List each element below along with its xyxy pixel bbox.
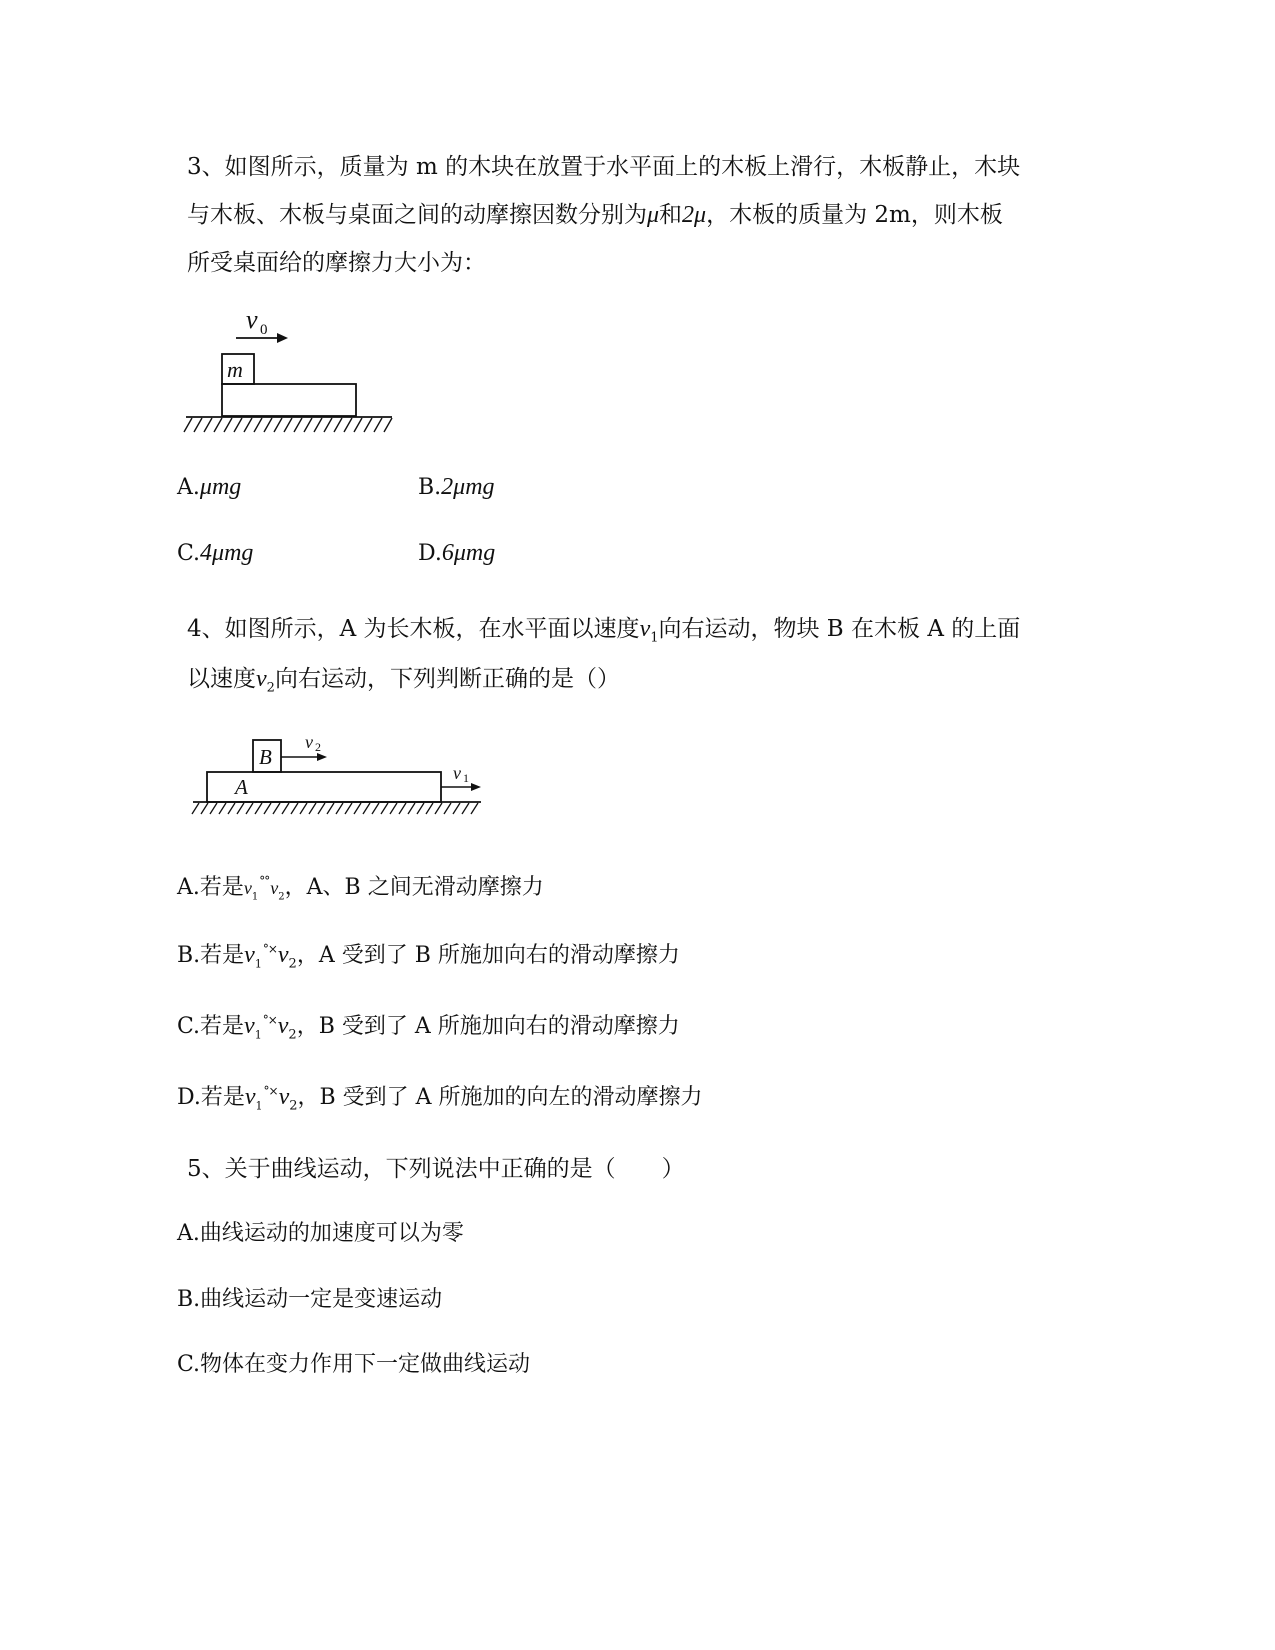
q4-board-a-label: A bbox=[235, 775, 248, 799]
q3-block-label: m bbox=[227, 357, 243, 382]
v1-subscript: 1 bbox=[251, 891, 259, 903]
two-mu-symbol: 2μ bbox=[682, 202, 707, 228]
v1-subscript: 1 bbox=[254, 957, 262, 971]
v2-subscript: 2 bbox=[266, 680, 275, 696]
q3-option-d bbox=[418, 540, 495, 567]
v2-subscript: 2 bbox=[288, 956, 297, 972]
option-prefix: A.若是 bbox=[177, 875, 244, 900]
v2-subscript: 2 bbox=[288, 1027, 297, 1043]
q3-option-a bbox=[177, 474, 241, 501]
v1-symbol: v bbox=[243, 878, 252, 898]
q4-ground-hatch bbox=[192, 803, 478, 814]
q4-v2-subscript: 2 bbox=[315, 740, 321, 754]
q3-line2 bbox=[187, 196, 1003, 229]
option-text: ，B 受到了 A 所施加向右的滑动摩擦力 bbox=[296, 1014, 680, 1039]
q5-option-b: B.曲线运动一定是变速运动 bbox=[177, 1287, 443, 1312]
v2-symbol: v bbox=[277, 942, 289, 968]
option-letter: C. bbox=[177, 541, 201, 566]
v1-symbol: v bbox=[639, 616, 651, 642]
v2-symbol: v bbox=[270, 878, 279, 898]
relation-glyph: °× bbox=[262, 1013, 277, 1027]
mu-symbol: μ bbox=[647, 202, 660, 228]
option-prefix: B.若是 bbox=[177, 943, 245, 968]
q4-line1 bbox=[187, 610, 1020, 646]
option-prefix: D.若是 bbox=[177, 1085, 245, 1110]
q4-line2-b: 向右运动，下列判断正确的是（） bbox=[274, 666, 620, 692]
q5-option-c: C.物体在变力作用下一定做曲线运动 bbox=[177, 1352, 531, 1377]
option-math: 2μmg bbox=[441, 474, 495, 500]
q3-line2-a: 与木板、木板与桌面之间的动摩擦因数分别为 bbox=[187, 202, 647, 228]
q3-ground-hatch bbox=[184, 418, 392, 432]
option-math: μmg bbox=[199, 474, 242, 500]
v2-symbol: v bbox=[256, 666, 267, 692]
q3-option-b bbox=[418, 474, 495, 501]
v1-subscript: 1 bbox=[254, 1028, 262, 1042]
option-math: 4μmg bbox=[200, 540, 254, 566]
option-text: ，A、B 之间无滑动摩擦力 bbox=[284, 875, 544, 900]
q4-block-b-label: B bbox=[259, 745, 272, 769]
v1-symbol: v bbox=[244, 1084, 256, 1110]
q4-v1-subscript: 1 bbox=[463, 771, 469, 785]
q4-option-d bbox=[177, 1080, 703, 1113]
q3-velocity-subscript: 0 bbox=[260, 322, 268, 338]
option-letter: D. bbox=[418, 541, 442, 566]
q3-line1: 3、如图所示，质量为 m 的木块在放置于水平面上的木板上滑行，木板静止，木块 bbox=[187, 154, 1021, 180]
option-math: 6μmg bbox=[441, 540, 496, 566]
q3-line2-b: ，木板的质量为 2m，则木板 bbox=[706, 202, 1003, 228]
v2-subscript: 2 bbox=[278, 891, 285, 903]
q4-line1-a: 4、如图所示，A 为长木板，在水平面以速度 bbox=[187, 616, 640, 642]
q3-line3: 所受桌面给的摩擦力大小为： bbox=[187, 250, 486, 276]
q3-figure bbox=[180, 300, 420, 450]
option-letter: B. bbox=[418, 475, 442, 500]
v1-symbol: v bbox=[244, 1013, 255, 1039]
q3-option-c bbox=[177, 540, 253, 567]
relation-glyph: °° bbox=[259, 874, 270, 888]
q3-velocity-label: v bbox=[246, 305, 258, 334]
q5-stem: 5、关于曲线运动，下列说法中正确的是（ ） bbox=[187, 1156, 685, 1182]
q5-option-a: A.曲线运动的加速度可以为零 bbox=[177, 1221, 464, 1246]
option-prefix: C.若是 bbox=[177, 1014, 245, 1039]
relation-glyph: °× bbox=[263, 1084, 278, 1098]
q4-line1-b: 向右运动，物块 B 在木板 A 的上面 bbox=[658, 616, 1021, 642]
and-word: 和 bbox=[659, 202, 683, 228]
option-text: ，A 受到了 B 所施加向右的滑动摩擦力 bbox=[296, 943, 680, 968]
q4-option-b bbox=[177, 938, 680, 971]
v1-symbol: v bbox=[244, 942, 255, 968]
q4-option-a bbox=[177, 870, 544, 902]
q3-board bbox=[222, 384, 356, 416]
q4-line2-a: 以速度 bbox=[187, 666, 256, 692]
v1-subscript: 1 bbox=[650, 630, 659, 646]
relation-glyph: °× bbox=[262, 942, 277, 956]
q4-option-c bbox=[177, 1009, 680, 1042]
q4-figure bbox=[185, 730, 495, 820]
q4-line2 bbox=[187, 660, 620, 696]
option-letter: A. bbox=[177, 475, 200, 500]
v2-symbol: v bbox=[277, 1013, 289, 1039]
q4-v1-label: v bbox=[453, 763, 461, 783]
v2-symbol: v bbox=[278, 1084, 290, 1110]
option-text: ，B 受到了 A 所施加的向左的滑动摩擦力 bbox=[297, 1085, 703, 1110]
v2-subscript: 2 bbox=[289, 1098, 298, 1114]
v1-subscript: 1 bbox=[255, 1099, 263, 1113]
q4-v2-label: v bbox=[305, 732, 313, 752]
